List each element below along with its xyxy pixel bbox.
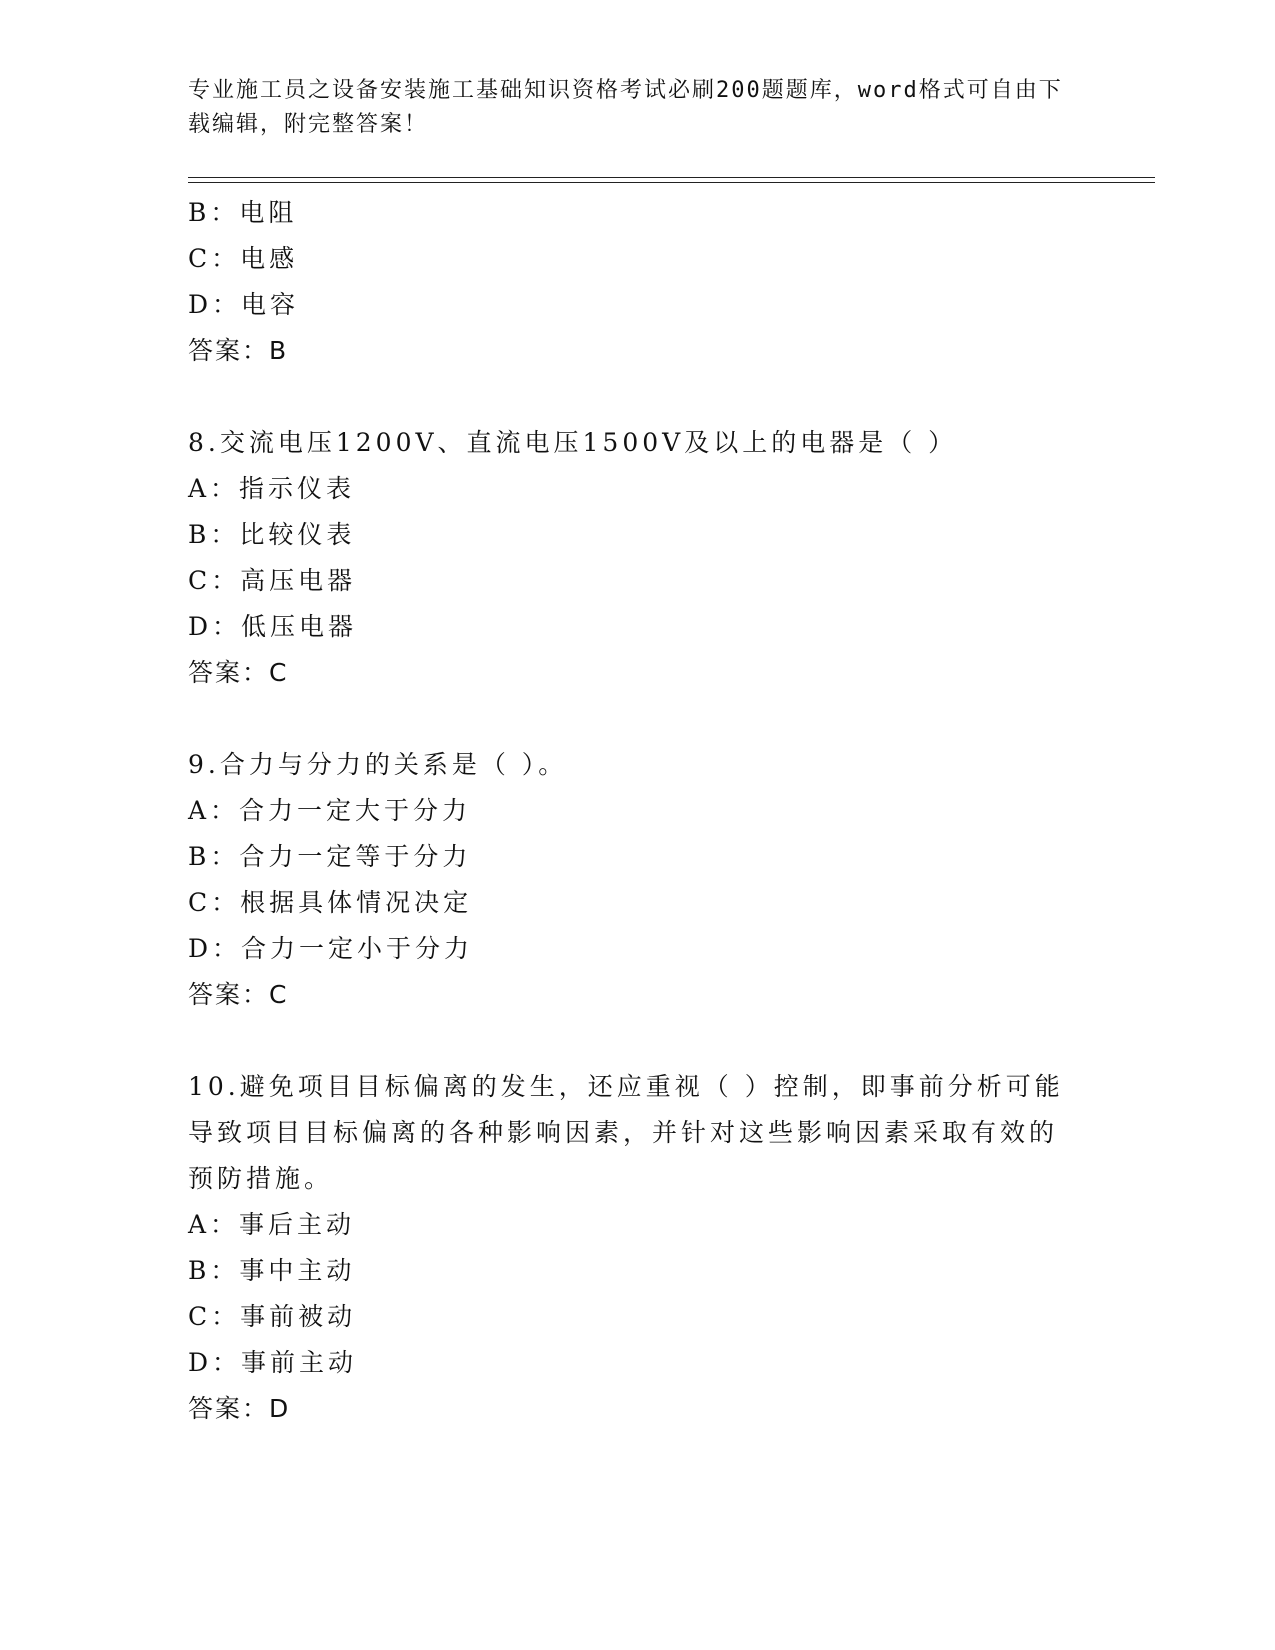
question-9-block <box>188 742 1068 1018</box>
option-c: C：事前被动 <box>188 1302 357 1331</box>
document-header: 专业施工员之设备安装施工基础知识资格考试必刷200题题库，word格式可自由下载编辑，附完整答案！ <box>188 78 1063 137</box>
spacer <box>188 696 1068 742</box>
question-content <box>188 190 1068 1432</box>
answer-line: 答案：D <box>188 1394 291 1423</box>
option-d: D：电容 <box>188 290 300 319</box>
option-a: A：指示仪表 <box>188 474 356 503</box>
header-divider <box>188 177 1155 183</box>
option-c: C：电感 <box>188 244 299 273</box>
option-b: B：电阻 <box>188 198 298 227</box>
option-d: D：合力一定小于分力 <box>188 934 474 963</box>
answer-line: 答案：C <box>188 658 289 687</box>
option-d: D：低压电器 <box>188 612 358 641</box>
option-c: C：根据具体情况决定 <box>188 888 473 917</box>
option-c: C：高压电器 <box>188 566 357 595</box>
option-b: B：事中主动 <box>188 1256 356 1285</box>
spacer <box>188 374 1068 420</box>
question-8-block <box>188 420 1068 696</box>
question-text: 8.交流电压1200V、直流电压1500V及以上的电器是（ ） <box>188 428 958 457</box>
option-b: B：合力一定等于分力 <box>188 842 472 871</box>
prev-question-block <box>188 190 1068 374</box>
option-a: A：事后主动 <box>188 1210 356 1239</box>
answer-line: 答案：C <box>188 980 289 1009</box>
question-text: 9.合力与分力的关系是（ ）。 <box>188 750 568 779</box>
answer-line: 答案：B <box>188 336 289 365</box>
spacer <box>188 1018 1068 1064</box>
option-d: D：事前主动 <box>188 1348 358 1377</box>
option-a: A：合力一定大于分力 <box>188 796 472 825</box>
option-b: B：比较仪表 <box>188 520 356 549</box>
question-10-block <box>188 1064 1068 1432</box>
question-text: 10.避免项目目标偏离的发生，还应重视（ ）控制，即事前分析可能导致项目目标偏离的各种影响因素，并针对这些影响因素采取有效的预防措施。 <box>188 1072 1064 1193</box>
